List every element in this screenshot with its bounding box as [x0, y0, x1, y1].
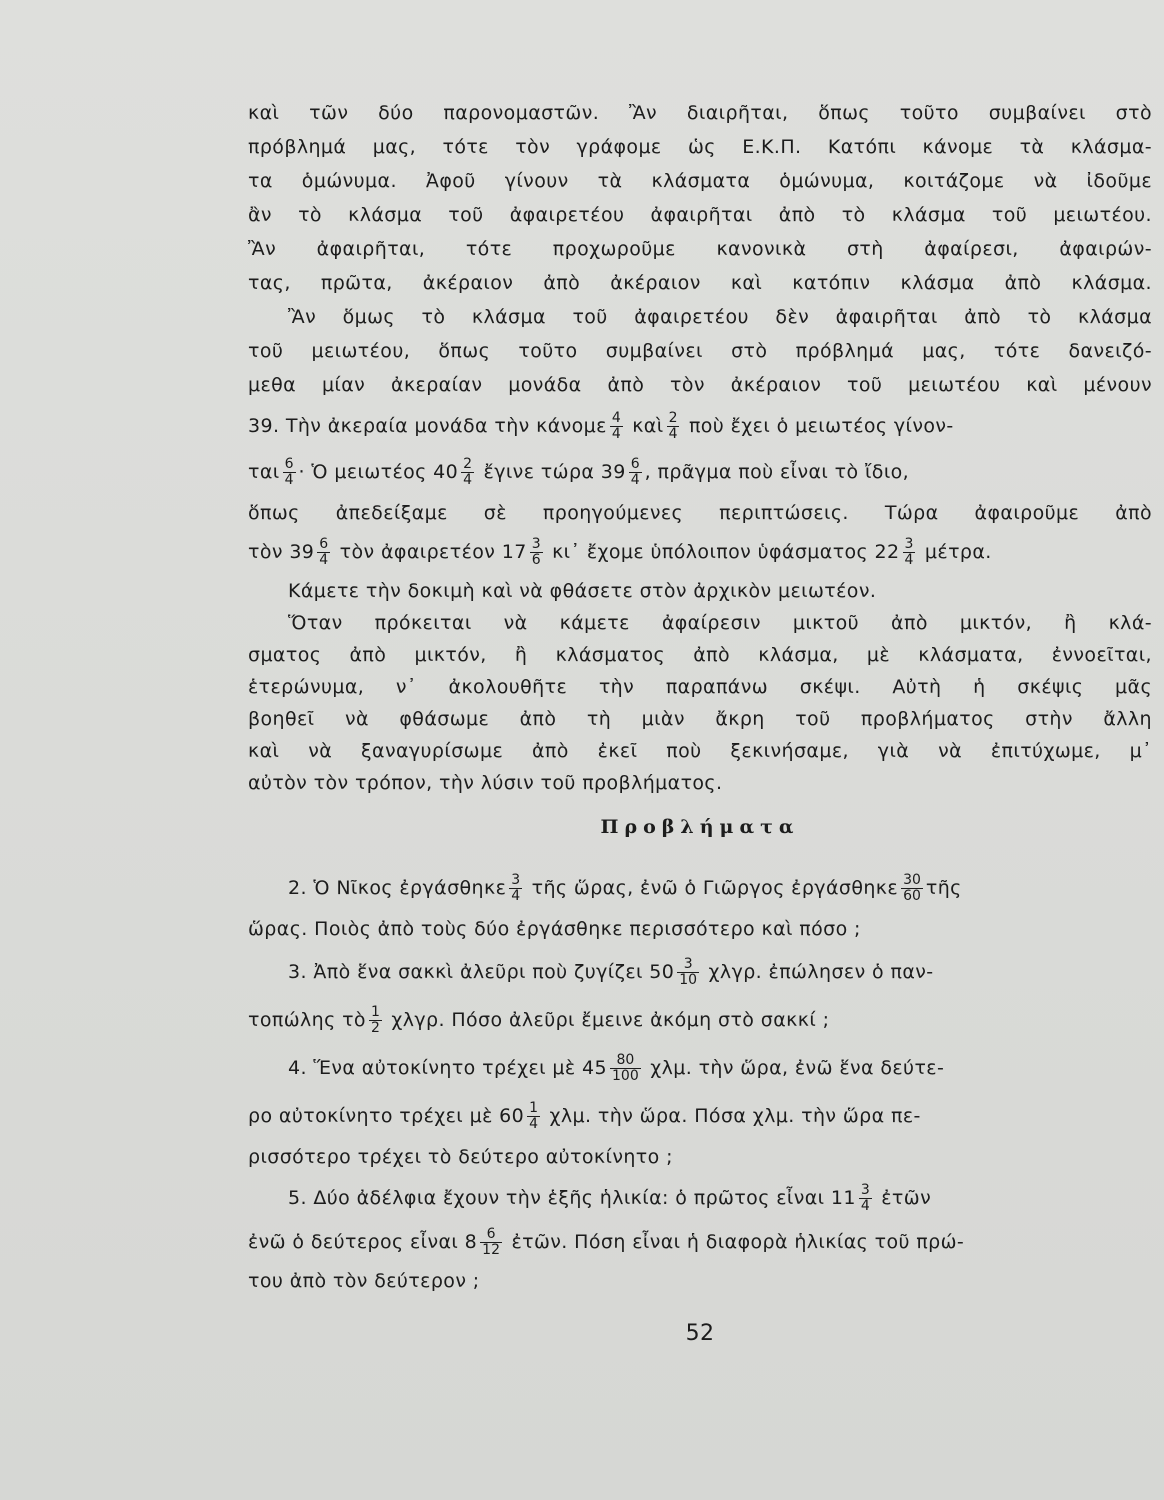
fraction-numerator: 3 [531, 536, 541, 552]
text-span: , πρᾶγμα ποὺ εἶναι τὸ ἴδιο, [644, 461, 910, 483]
text-span: 4. Ἕνα αὐτοκίνητο τρέχει μὲ 45 [288, 1057, 607, 1079]
fraction [480, 1227, 502, 1258]
fraction [527, 1101, 540, 1132]
text-line: Ἂν ἀφαιρῆται, τότε προχωροῦμε κανονικὰ στὴ ἀφαίρεσι, ἀφαιρών- [248, 238, 1152, 260]
fraction [283, 457, 296, 488]
text-line: ἂν τὸ κλάσμα τοῦ ἀφαιρετέου ἀφαιρῆται ἀπὸ τὸ κλάσμα τοῦ μειωτέου. [248, 204, 1152, 226]
fraction-denominator: 4 [319, 552, 329, 568]
text-span: τὸν 39 [248, 541, 315, 563]
text-span: τὸν ἀφαιρετέον 17 [339, 541, 527, 563]
fraction [610, 411, 623, 442]
problem-line [248, 1096, 1152, 1136]
fraction-denominator: 10 [679, 972, 698, 988]
fraction-denominator: 60 [903, 888, 921, 904]
text-line: σματος ἀπὸ μικτόν, ἢ κλάσματος ἀπὸ κλάσμα, μὲ κλάσματα, ἐννοεῖται, [248, 644, 1152, 666]
fraction-numerator: 2 [668, 410, 678, 426]
text-line: βοηθεῖ νὰ φθάσωμε ἀπὸ τὴ μιὰν ἄκρη τοῦ προβλήματος στὴν ἄλλη [248, 708, 1152, 730]
fraction-denominator: 4 [904, 552, 914, 568]
fraction [317, 537, 330, 568]
fraction-numerator: 6 [480, 1227, 502, 1243]
text-span: 5. Δύο ἀδέλφια ἔχουν τὴν ἑξῆς ἡλικία: ὁ πρῶτος εἶναι 11 [288, 1187, 856, 1209]
fraction-denominator: 100 [612, 1068, 639, 1084]
fraction-numerator: 3 [904, 536, 914, 552]
text-span: 39. Τὴν ἀκεραία μονάδα τὴν κάνομε [248, 415, 607, 437]
problem-line [248, 868, 1152, 908]
fraction-numerator: 3 [677, 957, 699, 973]
text-line: Ἂν ὅμως τὸ κλάσμα τοῦ ἀφαιρετέου δὲν ἀφαιρῆται ἀπὸ τὸ κλάσμα [288, 306, 1152, 328]
problem-line: του ἀπὸ τὸν δεύτερον ; [248, 1270, 480, 1292]
text-span: ἐνῶ ὁ δεύτερος εἶναι 8 [248, 1231, 478, 1253]
text-span: ποὺ ἔχει ὁ μειωτέος γίνον- [688, 415, 954, 437]
fraction-numerator: 30 [903, 872, 921, 888]
fraction-denominator: 6 [531, 552, 541, 568]
fraction [629, 457, 642, 488]
text-span: ἐτῶν [881, 1187, 932, 1209]
problem-line: ὥρας. Ποιὸς ἀπὸ τοὺς δύο ἐργάσθηκε περισσότερο καὶ πόσο ; [248, 918, 861, 940]
text-line: αὐτὸν τὸν τρόπον, τὴν λύσιν τοῦ προβλήματος. [248, 772, 723, 794]
fraction [901, 873, 923, 904]
math-line [248, 406, 1152, 446]
fraction-denominator: 4 [529, 1116, 539, 1132]
fraction-numerator: 80 [610, 1053, 641, 1069]
text-span: μέτρα. [924, 541, 992, 563]
fraction [369, 1005, 382, 1036]
fraction-denominator: 4 [284, 472, 294, 488]
fraction [667, 411, 680, 442]
text-span: χλγρ. Πόσο ἀλεῦρι ἔμεινε ἀκόμη στὸ σακκί ; [391, 1009, 830, 1031]
fraction [461, 457, 474, 488]
text-line: καὶ τῶν δύο παρονομαστῶν. Ἂν διαιρῆται, ὅπως τοῦτο συμβαίνει στὸ [248, 102, 1152, 124]
text-span: τῆς ὥρας, ἐνῶ ὁ Γιῶργος ἐργάσθηκε [531, 877, 899, 899]
math-line [248, 532, 1152, 572]
math-line [248, 452, 1152, 492]
text-span: 2. Ὁ Νῖκος ἐργάσθηκε [288, 877, 507, 899]
fraction [677, 957, 699, 988]
fraction [509, 873, 522, 904]
text-span: χλμ. τὴν ὥρα. Πόσα χλμ. τὴν ὥρα πε- [549, 1105, 921, 1127]
fraction-numerator: 1 [529, 1100, 539, 1116]
fraction-numerator: 1 [370, 1004, 380, 1020]
problem-line [248, 1048, 1152, 1088]
fraction-denominator: 2 [370, 1020, 380, 1036]
text-span: καὶ [632, 415, 664, 437]
text-span: 3. Ἀπὸ ἕνα σακκὶ ἀλεῦρι ποὺ ζυγίζει 50 [288, 961, 675, 983]
text-line: ὅπως ἀπεδείξαμε σὲ προηγούμενες περιπτώσεις. Τώρα ἀφαιροῦμε ἀπὸ [248, 502, 1152, 524]
fraction-numerator: 2 [463, 456, 473, 472]
text-span: τοπώλης τὸ [248, 1009, 366, 1031]
text-span: ἐτῶν. Πόση εἶναι ἡ διαφορὰ ἡλικίας τοῦ πρώ- [511, 1231, 965, 1253]
text-line: ἑτερώνυμα, ν᾽ ἀκολουθῆτε τὴν παραπάνω σκέψι. Αὐτὴ ἡ σκέψις μᾶς [248, 676, 1152, 698]
section-heading: Προβλήματα [600, 816, 800, 838]
text-span: χλγρ. ἐπώλησεν ὁ παν- [708, 961, 934, 983]
fraction-denominator: 4 [630, 472, 640, 488]
fraction [903, 537, 916, 568]
fraction-denominator: 4 [463, 472, 473, 488]
fraction-numerator: 6 [630, 456, 640, 472]
fraction [530, 537, 543, 568]
text-span: κι᾽ ἔχομε ὑπόλοιπον ὑφάσματος 22 [552, 541, 900, 563]
problem-line [248, 952, 1152, 992]
text-span: ρο αὐτοκίνητο τρέχει μὲ 60 [248, 1105, 525, 1127]
text-line: πρόβλημά μας, τότε τὸν γράφομε ὡς Ε.Κ.Π. Κατόπι κάνομε τὰ κλάσμα- [248, 136, 1152, 158]
fraction-numerator: 3 [860, 1182, 870, 1198]
fraction-denominator: 4 [611, 426, 621, 442]
text-line: καὶ νὰ ξαναγυρίσωμε ἀπὸ ἐκεῖ ποὺ ξεκινήσαμε, γιὰ νὰ ἐπιτύχωμε, μ᾽ [248, 740, 1152, 762]
problem-line [248, 1000, 1152, 1040]
text-span: ἔγινε τώρα 39 [483, 461, 626, 483]
problem-line [248, 1178, 1152, 1218]
text-span: · Ὁ μειωτέος 40 [298, 461, 459, 483]
text-span: τῆς [925, 877, 962, 899]
text-line: τοῦ μειωτέου, ὅπως τοῦτο συμβαίνει στὸ πρόβλημά μας, τότε δανειζό- [248, 340, 1152, 362]
fraction-denominator: 4 [860, 1198, 870, 1214]
problem-line [248, 1222, 1152, 1262]
fraction-numerator: 3 [511, 872, 521, 888]
fraction [859, 1183, 872, 1214]
fraction-denominator: 4 [668, 426, 678, 442]
fraction [610, 1053, 641, 1084]
fraction-denominator: 4 [511, 888, 521, 904]
text-line: μεθα μίαν ἀκεραίαν μονάδα ἀπὸ τὸν ἀκέραιον τοῦ μειωτέου καὶ μένουν [248, 374, 1152, 396]
text-line: Ὅταν πρόκειται νὰ κάμετε ἀφαίρεσιν μικτοῦ ἀπὸ μικτόν, ἢ κλά- [288, 612, 1152, 634]
text-line: Κάμετε τὴν δοκιμὴ καὶ νὰ φθάσετε στὸν ἀρχικὸν μειωτέον. [288, 580, 877, 602]
text-span: χλμ. τὴν ὥρα, ἐνῶ ἕνα δεύτε- [650, 1057, 945, 1079]
text-line: τας, πρῶτα, ἀκέραιον ἀπὸ ἀκέραιον καὶ κατόπιν κλάσμα ἀπὸ κλάσμα. [248, 272, 1152, 294]
text-line: τα ὁμώνυμα. Ἀφοῦ γίνουν τὰ κλάσματα ὁμώνυμα, κοιτάζομε νὰ ἰδοῦμε [248, 170, 1152, 192]
text-span: ται [248, 461, 280, 483]
fraction-denominator: 12 [482, 1242, 500, 1258]
fraction-numerator: 6 [284, 456, 294, 472]
problem-line: ρισσότερο τρέχει τὸ δεύτερο αὐτοκίνητο ; [248, 1146, 673, 1168]
fraction-numerator: 4 [611, 410, 621, 426]
page-number: 52 [685, 1321, 715, 1346]
fraction-numerator: 6 [319, 536, 329, 552]
